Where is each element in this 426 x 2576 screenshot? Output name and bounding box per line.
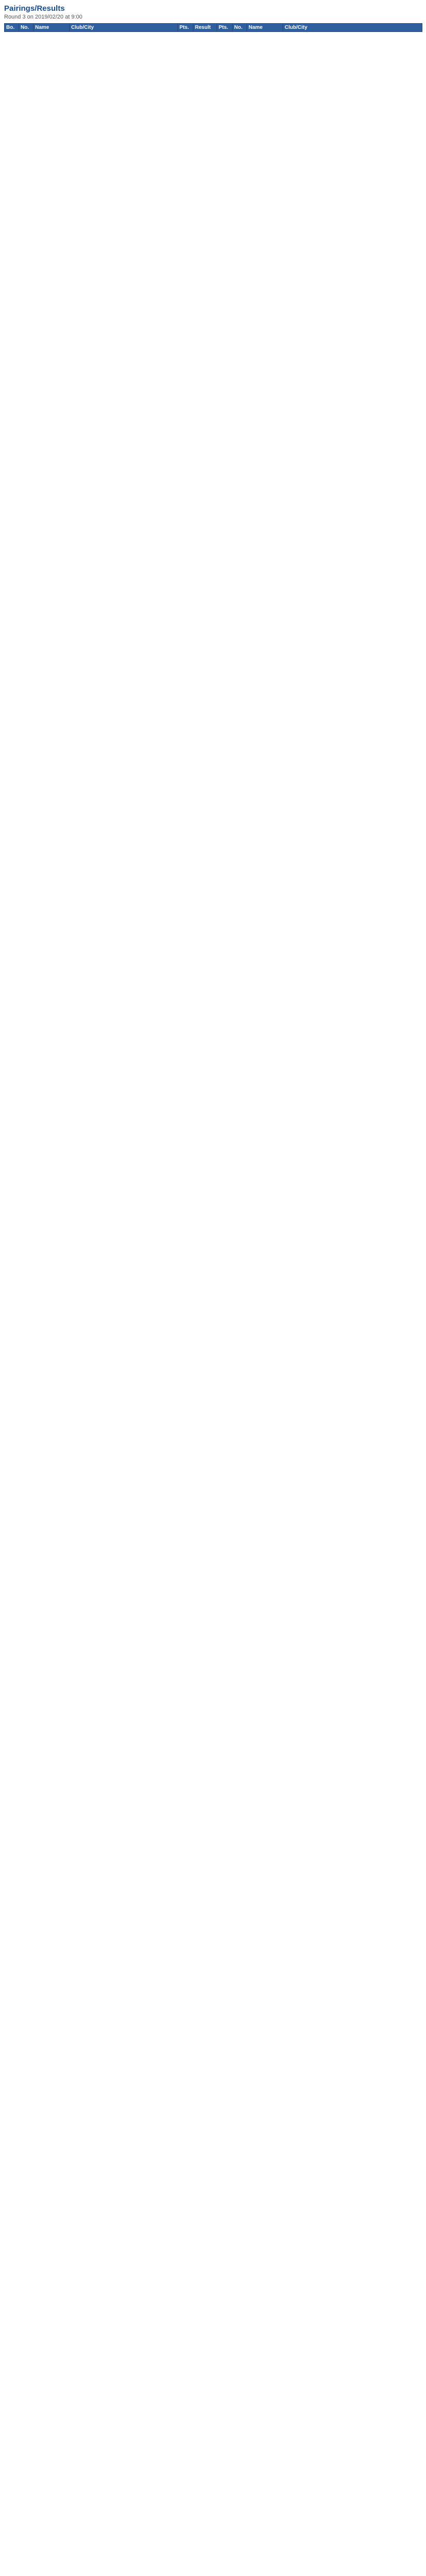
col-result: Result bbox=[193, 24, 217, 32]
col-board: Bo. bbox=[5, 24, 19, 32]
col-white-no: No. bbox=[19, 24, 34, 32]
col-black-name: Name bbox=[247, 24, 283, 32]
col-white-club: Club/City bbox=[70, 24, 178, 32]
page bbox=[0, 0, 426, 32]
col-white-pts: Pts. bbox=[178, 24, 193, 32]
col-black-no: No. bbox=[233, 24, 247, 32]
round-info: Round 3 on 2019/02/20 at 9:00 bbox=[4, 14, 83, 20]
table-header-row bbox=[5, 24, 422, 32]
col-white-name: Name bbox=[34, 24, 70, 32]
page-title: Pairings/Results bbox=[4, 4, 65, 13]
pairings-table bbox=[4, 23, 422, 32]
col-black-club: Club/City bbox=[283, 24, 422, 32]
col-black-pts: Pts. bbox=[217, 24, 233, 32]
